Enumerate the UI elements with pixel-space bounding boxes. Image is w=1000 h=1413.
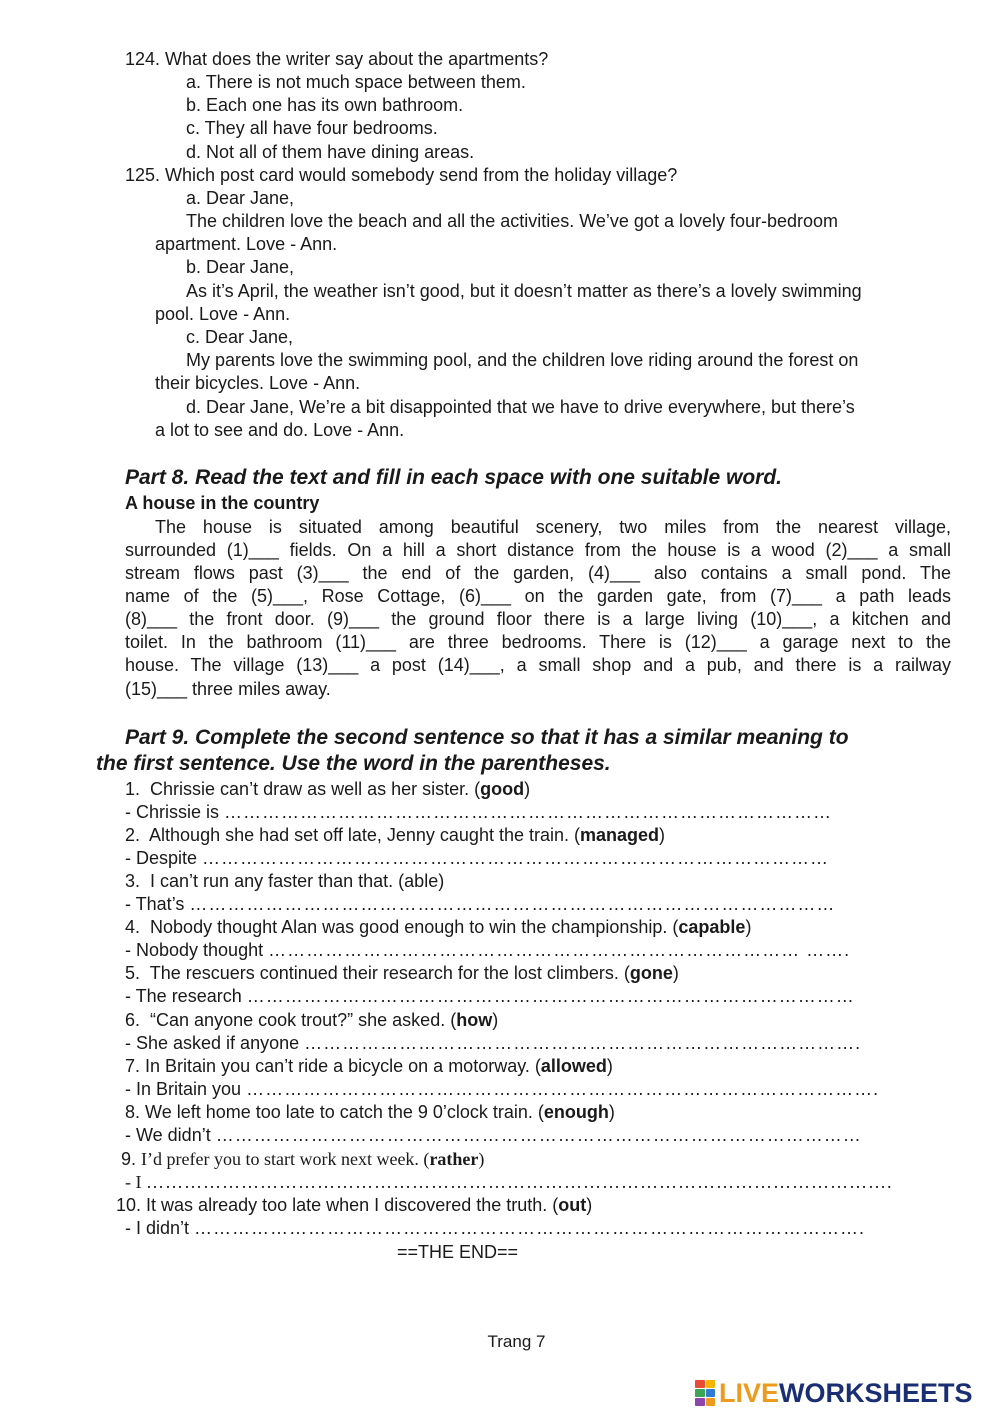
part8-line-8: (15)___ three miles away. (125, 679, 331, 699)
answer-prompt: - That’s (125, 894, 185, 914)
item-number: 7. (125, 1056, 141, 1076)
item-keyword: managed (580, 825, 660, 845)
item-paren: ) (586, 1195, 593, 1215)
answer-prompt: - In Britain you (125, 1079, 242, 1099)
answer-prompt: - Nobody thought (125, 940, 264, 960)
item-number: 2. (125, 825, 141, 845)
answer-dots: ………………………………………………………………………………………. (246, 1079, 880, 1099)
part8-line-5: (8)___ the front door. (9)___ the ground floor there is a large living (10)___, a kitchen and (125, 609, 951, 629)
item-keyword: allowed (540, 1056, 607, 1076)
answer-prompt: - Despite (125, 848, 198, 868)
exercise-item-2 (125, 824, 665, 847)
option-125-c-text-end: their bicycles. Love - Ann. (155, 373, 361, 393)
part8-line-4: name of the (5)___, Rose Cottage, (6)___ on the garden gate, from (7)___ a path leads (125, 586, 951, 606)
exercise-item-10 (116, 1194, 592, 1217)
item-number: 4. (125, 917, 141, 937)
item-sentence: I’d prefer you to start work next week. ( (141, 1149, 430, 1169)
answer-dots: …………………………………………………………………………………… (224, 802, 833, 822)
answer-prompt: - We didn’t (125, 1125, 211, 1145)
answer-prompt: - Chrissie is (125, 802, 220, 822)
exercise-item-7 (125, 1055, 613, 1078)
answer-line-4[interactable] (125, 939, 850, 962)
answer-line-3[interactable] (125, 893, 835, 916)
answer-dots: ……………………………………………………………………………. (304, 1033, 862, 1053)
exercise-item-8 (125, 1101, 615, 1124)
item-number: 5. (125, 963, 141, 983)
option-125-a: a. Dear Jane, (186, 188, 295, 208)
item-sentence: “Can anyone cook trout?” she asked. ( (150, 1010, 457, 1030)
option-125-b-text-end: pool. Love - Ann. (155, 304, 291, 324)
option-125-b-text: As it’s April, the weather isn’t good, but it doesn’t matter as there’s a lovely swimming (186, 281, 862, 301)
exercise-item-4 (125, 916, 751, 939)
logo-text-worksheets: WORKSHEETS (779, 1377, 973, 1408)
answer-line-6[interactable] (125, 1032, 861, 1055)
item-sentence: Although she had set off late, Jenny caught the train. ( (149, 825, 580, 845)
part8-subtitle: A house in the country (125, 493, 320, 513)
option-124-c: c. They all have four bedrooms. (186, 118, 438, 138)
exercise-item-1 (125, 778, 530, 801)
answer-prompt: - She asked if anyone (125, 1033, 300, 1053)
answer-dots: ……………………………………………………………………………………… (202, 848, 830, 868)
item-keyword: capable (678, 917, 746, 937)
item-sentence: In Britain you can’t ride a bicycle on a motorway. ( (145, 1056, 541, 1076)
option-125-c-text: My parents love the swimming pool, and the children love riding around the forest on (186, 350, 859, 370)
item-keyword: enough (543, 1102, 609, 1122)
item-number: 1. (125, 779, 141, 799)
item-keyword: out (558, 1195, 587, 1215)
part8-line-3: stream flows past (3)___ the end of the garden, (4)___ also contains a small pond. The (125, 563, 951, 583)
answer-line-1[interactable] (125, 801, 832, 824)
option-124-a: a. There is not much space between them. (186, 72, 526, 92)
option-125-d-text-end: a lot to see and do. Love - Ann. (155, 420, 405, 440)
item-paren: ) (659, 825, 666, 845)
liveworksheets-logo[interactable] (695, 1378, 973, 1408)
part8-heading: Part 8. Read the text and fill in each space with one suitable word. (125, 466, 782, 489)
part8-line-2: surrounded (1)___ fields. On a hill a short distance from the house is a wood (2)___ a small (125, 540, 951, 560)
item-paren: ) (492, 1010, 499, 1030)
answer-dots: ………………………………………………………………………………………………………. (146, 1172, 893, 1192)
exercise-item-3 (125, 870, 444, 893)
option-125-c: c. Dear Jane, (186, 327, 294, 347)
liveworksheets-wordmark (719, 1377, 973, 1408)
option-125-a-text-end: apartment. Love - Ann. (155, 234, 338, 254)
item-paren: ) (745, 917, 752, 937)
page-number: Trang 7 (487, 1332, 546, 1351)
exercise-item-6 (125, 1009, 498, 1032)
part8-line-1: The house is situated among beautiful scenery, two miles from the nearest village, (155, 517, 951, 537)
logo-text-live: LIVE (719, 1377, 780, 1408)
answer-line-8[interactable] (125, 1124, 862, 1147)
item-paren: ) (606, 1056, 613, 1076)
answer-dots: ………………………………………………………………………………………… (215, 1125, 862, 1145)
part9-heading-line1: Part 9. Complete the second sentence so that it has a similar meaning to (125, 726, 849, 749)
answer-line-7[interactable] (125, 1078, 879, 1101)
item-keyword: rather (429, 1149, 479, 1169)
question-124: 124. What does the writer say about the apartments? (125, 49, 549, 69)
item-paren: ) (608, 1102, 615, 1122)
item-number: 9. (121, 1149, 137, 1169)
item-paren: ) (672, 963, 679, 983)
part9-heading-line2: the first sentence. Use the word in the parentheses. (96, 752, 611, 775)
item-number: 3. (125, 871, 141, 891)
item-sentence: We left home too late to catch the 9 0’clock train. ( (145, 1102, 544, 1122)
item-sentence: It was already too late when I discovered the truth. ( (146, 1195, 559, 1215)
option-124-d: d. Not all of them have dining areas. (186, 142, 475, 162)
exercise-item-5 (125, 962, 679, 985)
option-125-a-text: The children love the beach and all the activities. We’ve got a lovely four-bedroom (186, 211, 839, 231)
item-number: 10. (116, 1195, 142, 1215)
item-sentence: I can’t run any faster than that. (able) (150, 871, 445, 891)
item-paren: ) (524, 779, 531, 799)
answer-prompt: - I (125, 1172, 142, 1192)
answer-dots: …………………………………………………………………………………… (246, 986, 855, 1006)
the-end-marker: ==THE END== (397, 1242, 519, 1262)
answer-line-10[interactable] (125, 1217, 865, 1240)
item-keyword: good (480, 779, 525, 799)
option-125-d: d. Dear Jane, We’re a bit disappointed that we have to drive everywhere, but there’s (186, 397, 855, 417)
item-paren: ) (478, 1149, 485, 1169)
part8-line-7: house. The village (13)___ a post (14)___, a small shop and a pub, and there is a railway (125, 655, 951, 675)
option-124-b: b. Each one has its own bathroom. (186, 95, 464, 115)
item-keyword: gone (629, 963, 673, 983)
item-keyword: how (456, 1010, 493, 1030)
answer-line-5[interactable] (125, 985, 855, 1008)
item-sentence: The rescuers continued their research for the lost climbers. ( (149, 963, 630, 983)
question-125: 125. Which post card would somebody send from the holiday village? (125, 165, 678, 185)
answer-dots: ………………………………………………………………………… ……. (268, 940, 851, 960)
answer-line-2[interactable] (125, 847, 829, 870)
part8-line-6: toilet. In the bathroom (11)___ are three bedrooms. There is (12)___ a garage next to the (125, 632, 951, 652)
item-number: 6. (125, 1010, 141, 1030)
option-125-b: b. Dear Jane, (186, 257, 295, 277)
answer-prompt: - The research (125, 986, 242, 1006)
item-sentence: Nobody thought Alan was good enough to win the championship. ( (150, 917, 679, 937)
answer-dots: ………………………………………………………………………………………… (189, 894, 836, 914)
answer-line-9[interactable] (125, 1171, 893, 1194)
item-number: 8. (125, 1102, 141, 1122)
liveworksheets-mark-icon (695, 1380, 715, 1406)
answer-prompt: - I didn’t (125, 1218, 190, 1238)
exercise-item-9 (121, 1148, 484, 1171)
item-sentence: Chrissie can’t draw as well as her sister. ( (150, 779, 481, 799)
answer-dots: ……………………………………………………………………………………………. (194, 1218, 866, 1238)
